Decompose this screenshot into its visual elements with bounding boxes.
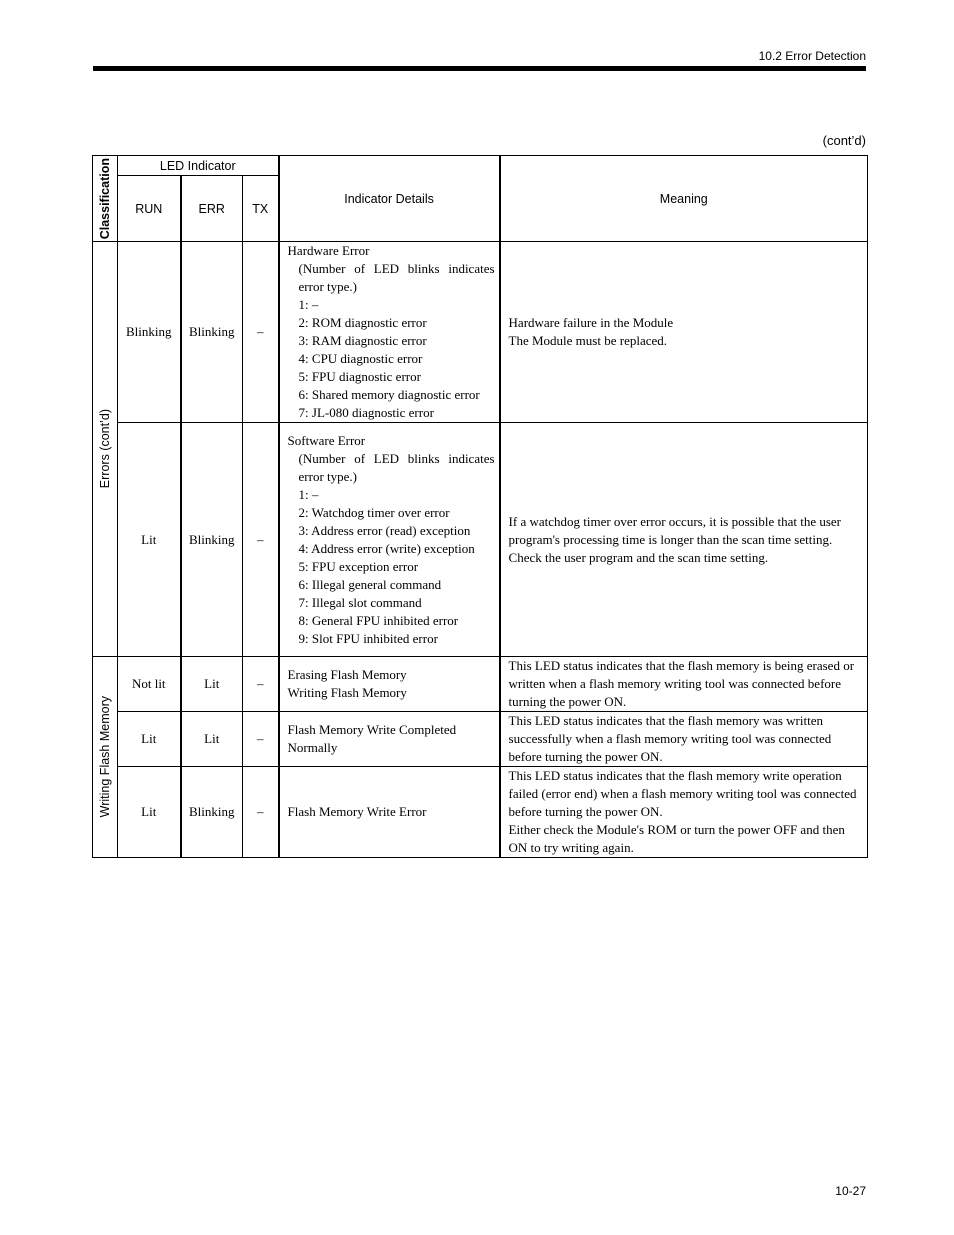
- table-row: [93, 242, 868, 423]
- group-errors: [93, 242, 118, 657]
- meaning-line: This LED status indicates that the flash memory write operation: [508, 768, 842, 783]
- tx-cell: –: [243, 242, 279, 423]
- meaning-header: Meaning: [500, 156, 868, 242]
- meaning-line: This LED status indicates that the flash memory was written: [508, 713, 823, 728]
- run-cell: Lit: [118, 767, 181, 858]
- meaning-cell: [500, 657, 868, 712]
- tx-cell: –: [243, 767, 279, 858]
- details-item: 7: Illegal slot command: [298, 594, 422, 610]
- table-row: [93, 767, 868, 858]
- details-line: Flash Memory Write Error: [287, 804, 427, 819]
- err-header: ERR: [181, 176, 243, 242]
- details-item: 4: CPU diagnostic error: [298, 351, 423, 366]
- meaning-line: Either check the Module's ROM or turn the power OFF and then: [508, 822, 845, 837]
- details-cell: [279, 712, 500, 767]
- details-item: 8: General FPU inhibited error: [298, 612, 459, 628]
- meaning-line: successfully when a flash memory writing tool was connected: [508, 731, 832, 746]
- details-item: 5: FPU diagnostic error: [298, 369, 421, 384]
- meaning-cell: [500, 712, 868, 767]
- details-cell: [279, 423, 500, 657]
- err-cell: Blinking: [181, 767, 243, 858]
- meaning-line: failed (error end) when a flash memory writing tool was connected: [508, 786, 857, 801]
- details-item: 7: JL-080 diagnostic error: [298, 405, 434, 420]
- err-cell: Blinking: [181, 242, 243, 423]
- meaning-line: before turning the power ON.: [508, 804, 663, 819]
- details-item: (Number of LED blinks indicates: [298, 450, 495, 466]
- section-header: 10.2 Error Detection: [758, 49, 866, 63]
- continued-label: (cont’d): [822, 133, 866, 148]
- tx-header: TX: [243, 176, 279, 242]
- details-cell: [279, 242, 500, 423]
- details-line: Writing Flash Memory: [287, 685, 407, 700]
- details-item: 6: Shared memory diagnostic error: [298, 387, 480, 402]
- indicator-details-header: Indicator Details: [279, 156, 500, 242]
- details-item: 9: Slot FPU inhibited error: [298, 630, 438, 646]
- details-item: 6: Illegal general command: [298, 576, 442, 592]
- header-rule: [93, 66, 866, 71]
- tx-cell: –: [243, 657, 279, 712]
- tx-cell: –: [243, 712, 279, 767]
- details-item: error type.): [298, 468, 357, 484]
- tx-cell: –: [243, 423, 279, 657]
- run-cell: Not lit: [118, 657, 181, 712]
- meaning-line: before turning the power ON.: [508, 749, 663, 764]
- details-item: 3: Address error (read) exception: [298, 522, 471, 538]
- group-writing-flash-memory: [93, 657, 118, 858]
- group-label: Writing Flash Memory: [98, 696, 112, 818]
- run-cell: Lit: [118, 423, 181, 657]
- err-cell: Lit: [181, 712, 243, 767]
- details-line: Normally: [287, 740, 338, 755]
- meaning-line: turning the power ON.: [508, 694, 627, 709]
- classification-header-label: Classification: [98, 157, 112, 240]
- table-row: [93, 423, 868, 657]
- run-header: RUN: [118, 176, 181, 242]
- meaning-line: written when a flash memory writing tool was connected before: [508, 676, 842, 691]
- meaning-line: If a watchdog timer over error occurs, it is possible that the user: [508, 513, 842, 529]
- meaning-cell: [500, 767, 868, 858]
- details-cell: [279, 657, 500, 712]
- meaning-cell: [500, 423, 868, 657]
- details-item: 5: FPU exception error: [298, 558, 419, 574]
- details-title: Hardware Error: [287, 243, 370, 258]
- err-cell: Lit: [181, 657, 243, 712]
- meaning-line: Hardware failure in the Module: [508, 315, 674, 330]
- details-cell: [279, 767, 500, 858]
- table-row: [93, 712, 868, 767]
- details-item: 4: Address error (write) exception: [298, 540, 475, 556]
- details-item: 1: –: [298, 486, 319, 502]
- meaning-line: program's processing time is longer than the scan time setting.: [508, 531, 833, 547]
- details-item: (Number of LED blinks indicates: [298, 261, 495, 276]
- details-item: 2: Watchdog timer over error: [298, 504, 450, 520]
- details-line: Erasing Flash Memory: [287, 667, 407, 682]
- run-cell: Blinking: [118, 242, 181, 423]
- page-number: 10-27: [835, 1184, 866, 1198]
- meaning-line: The Module must be replaced.: [508, 333, 668, 348]
- run-cell: Lit: [118, 712, 181, 767]
- meaning-line: Check the user program and the scan time setting.: [508, 549, 769, 565]
- meaning-cell: [500, 242, 868, 423]
- table-row: [93, 657, 868, 712]
- group-label: Errors (cont’d): [98, 409, 112, 489]
- details-item: 2: ROM diagnostic error: [298, 315, 427, 330]
- led-indicator-table: [92, 155, 868, 858]
- led-indicator-header: LED Indicator: [118, 156, 279, 176]
- details-item: 1: –: [298, 297, 319, 312]
- details-item: 3: RAM diagnostic error: [298, 333, 427, 348]
- details-title: Software Error: [287, 432, 366, 448]
- classification-header: [93, 156, 118, 242]
- details-item: error type.): [298, 279, 357, 294]
- meaning-line: ON to try writing again.: [508, 840, 634, 855]
- details-line: Flash Memory Write Completed: [287, 722, 457, 737]
- err-cell: Blinking: [181, 423, 243, 657]
- meaning-line: This LED status indicates that the flash memory is being erased or: [508, 658, 855, 673]
